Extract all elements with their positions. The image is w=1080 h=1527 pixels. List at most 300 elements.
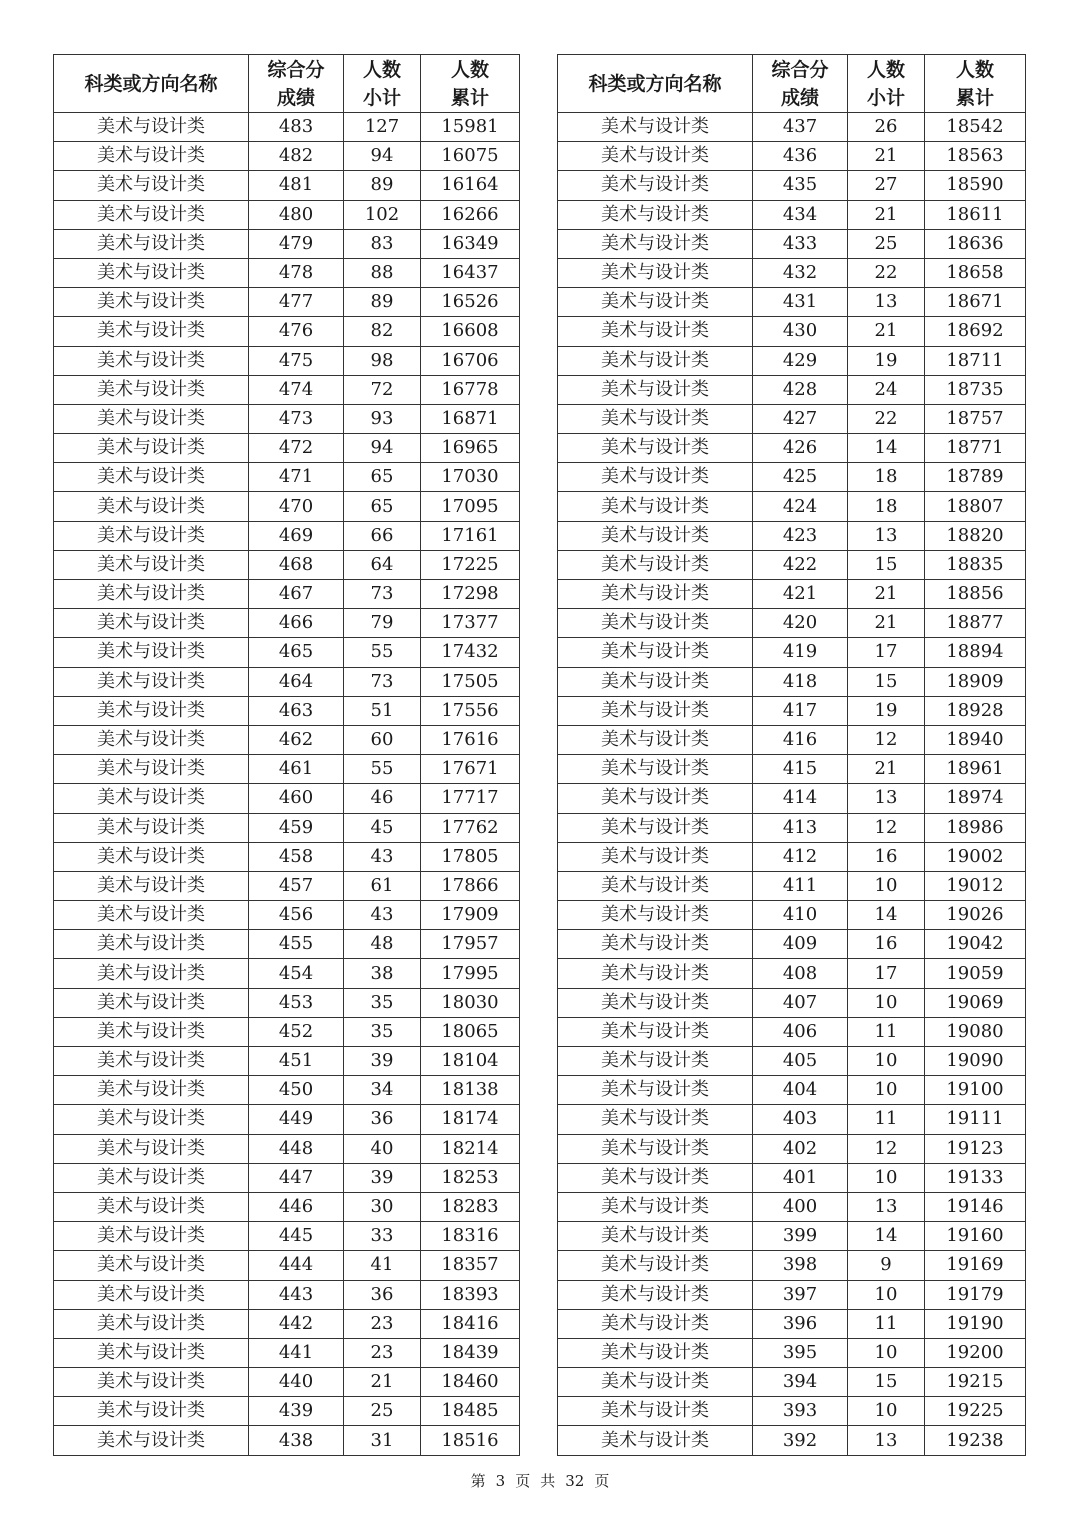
- cell-cumulative: 18590: [925, 171, 1026, 200]
- cell-count: 21: [848, 317, 925, 346]
- cell-count: 23: [344, 1338, 421, 1367]
- cell-score: 437: [753, 113, 848, 142]
- score-table-left: [53, 54, 520, 1456]
- cell-cumulative: 16871: [421, 404, 520, 433]
- cell-score: 423: [753, 521, 848, 550]
- cell-category-name: 美术与设计类: [558, 492, 753, 521]
- table-row: [54, 1368, 520, 1397]
- cell-cumulative: 16706: [421, 346, 520, 375]
- cell-count: 15: [848, 550, 925, 579]
- cell-category-name: 美术与设计类: [558, 1192, 753, 1221]
- table-row: [558, 871, 1026, 900]
- cell-score: 419: [753, 638, 848, 667]
- table-row: [54, 229, 520, 258]
- cell-score: 457: [249, 871, 344, 900]
- cell-count: 21: [848, 580, 925, 609]
- cell-count: 127: [344, 113, 421, 142]
- cell-count: 46: [344, 784, 421, 813]
- cell-cumulative: 18771: [925, 434, 1026, 463]
- cell-category-name: 美术与设计类: [54, 1047, 249, 1076]
- cell-score: 421: [753, 580, 848, 609]
- cell-cumulative: 19026: [925, 901, 1026, 930]
- cell-cumulative: 17432: [421, 638, 520, 667]
- cell-cumulative: 17616: [421, 725, 520, 754]
- cell-count: 25: [344, 1397, 421, 1426]
- cell-category-name: 美术与设计类: [558, 288, 753, 317]
- cell-count: 21: [344, 1368, 421, 1397]
- footer-total-word: 共: [540, 1472, 556, 1490]
- cell-count: 31: [344, 1426, 421, 1455]
- cell-cumulative: 19069: [925, 988, 1026, 1017]
- cell-cumulative: 16526: [421, 288, 520, 317]
- cell-cumulative: 16164: [421, 171, 520, 200]
- cell-cumulative: 18636: [925, 229, 1026, 258]
- cell-category-name: 美术与设计类: [54, 725, 249, 754]
- cell-count: 73: [344, 580, 421, 609]
- table-row: [54, 142, 520, 171]
- cell-category-name: 美术与设计类: [54, 755, 249, 784]
- header-category-name: 科类或方向名称: [558, 55, 753, 113]
- table-row: [54, 375, 520, 404]
- cell-cumulative: 19002: [925, 842, 1026, 871]
- table-row: [54, 434, 520, 463]
- cell-score: 455: [249, 930, 344, 959]
- cell-score: 425: [753, 463, 848, 492]
- table-row: [54, 1017, 520, 1046]
- cell-category-name: 美术与设计类: [558, 113, 753, 142]
- cell-count: 27: [848, 171, 925, 200]
- cell-count: 55: [344, 755, 421, 784]
- cell-cumulative: 18214: [421, 1134, 520, 1163]
- cell-score: 420: [753, 609, 848, 638]
- cell-count: 23: [344, 1309, 421, 1338]
- cell-score: 441: [249, 1338, 344, 1367]
- table-row: [558, 1338, 1026, 1367]
- cell-cumulative: 19080: [925, 1017, 1026, 1046]
- cell-cumulative: 18283: [421, 1192, 520, 1221]
- cell-count: 14: [848, 1222, 925, 1251]
- header-score: 综合分 成绩: [249, 55, 344, 113]
- cell-count: 17: [848, 959, 925, 988]
- cell-category-name: 美术与设计类: [54, 813, 249, 842]
- table-row: [54, 404, 520, 433]
- cell-score: 469: [249, 521, 344, 550]
- table-row: [558, 755, 1026, 784]
- cell-count: 11: [848, 1309, 925, 1338]
- cell-cumulative: 18692: [925, 317, 1026, 346]
- cell-category-name: 美术与设计类: [54, 200, 249, 229]
- cell-count: 15: [848, 1368, 925, 1397]
- cell-score: 463: [249, 696, 344, 725]
- cell-category-name: 美术与设计类: [558, 813, 753, 842]
- cell-count: 93: [344, 404, 421, 433]
- cell-score: 429: [753, 346, 848, 375]
- table-row: [558, 1426, 1026, 1455]
- cell-score: 432: [753, 258, 848, 287]
- cell-score: 409: [753, 930, 848, 959]
- cell-count: 65: [344, 463, 421, 492]
- cell-category-name: 美术与设计类: [54, 463, 249, 492]
- table-row: [54, 1047, 520, 1076]
- cell-count: 21: [848, 200, 925, 229]
- table-row: [54, 1338, 520, 1367]
- cell-cumulative: 17095: [421, 492, 520, 521]
- cell-score: 411: [753, 871, 848, 900]
- cell-cumulative: 18104: [421, 1047, 520, 1076]
- cell-category-name: 美术与设计类: [558, 959, 753, 988]
- page-footer: [0, 1470, 1080, 1491]
- cell-score: 418: [753, 667, 848, 696]
- cell-cumulative: 19042: [925, 930, 1026, 959]
- cell-cumulative: 18485: [421, 1397, 520, 1426]
- cell-score: 449: [249, 1105, 344, 1134]
- cell-cumulative: 19133: [925, 1163, 1026, 1192]
- cell-score: 394: [753, 1368, 848, 1397]
- cell-category-name: 美术与设计类: [558, 871, 753, 900]
- cell-score: 399: [753, 1222, 848, 1251]
- cell-cumulative: 18894: [925, 638, 1026, 667]
- table-body-right: [558, 113, 1026, 1456]
- cell-count: 36: [344, 1105, 421, 1134]
- cell-category-name: 美术与设计类: [54, 1280, 249, 1309]
- table-row: [54, 317, 520, 346]
- cell-cumulative: 19160: [925, 1222, 1026, 1251]
- footer-total-pages: 32: [565, 1472, 585, 1490]
- footer-page-number: 3: [495, 1472, 506, 1490]
- cell-cumulative: 17505: [421, 667, 520, 696]
- cell-cumulative: 16075: [421, 142, 520, 171]
- cell-category-name: 美术与设计类: [558, 1309, 753, 1338]
- cell-count: 82: [344, 317, 421, 346]
- table-row: [54, 638, 520, 667]
- cell-score: 452: [249, 1017, 344, 1046]
- cell-count: 102: [344, 200, 421, 229]
- cell-count: 12: [848, 725, 925, 754]
- cell-score: 402: [753, 1134, 848, 1163]
- cell-count: 14: [848, 434, 925, 463]
- cell-cumulative: 16266: [421, 200, 520, 229]
- cell-cumulative: 17671: [421, 755, 520, 784]
- cell-count: 66: [344, 521, 421, 550]
- cell-category-name: 美术与设计类: [54, 171, 249, 200]
- cell-category-name: 美术与设计类: [558, 1426, 753, 1455]
- cell-cumulative: 18138: [421, 1076, 520, 1105]
- cell-count: 39: [344, 1047, 421, 1076]
- cell-count: 13: [848, 1192, 925, 1221]
- cell-category-name: 美术与设计类: [558, 1368, 753, 1397]
- cell-score: 410: [753, 901, 848, 930]
- cell-category-name: 美术与设计类: [558, 1280, 753, 1309]
- table-row: [558, 1134, 1026, 1163]
- cell-cumulative: 18253: [421, 1163, 520, 1192]
- table-row: [558, 580, 1026, 609]
- cell-cumulative: 17762: [421, 813, 520, 842]
- cell-category-name: 美术与设计类: [54, 1134, 249, 1163]
- cell-score: 395: [753, 1338, 848, 1367]
- cell-score: 417: [753, 696, 848, 725]
- cell-score: 406: [753, 1017, 848, 1046]
- table-row: [558, 784, 1026, 813]
- table-row: [54, 755, 520, 784]
- table-row: [558, 1251, 1026, 1280]
- table-row: [54, 667, 520, 696]
- cell-cumulative: 19059: [925, 959, 1026, 988]
- cell-count: 35: [344, 1017, 421, 1046]
- table-row: [54, 1426, 520, 1455]
- cell-cumulative: 16778: [421, 375, 520, 404]
- cell-cumulative: 18856: [925, 580, 1026, 609]
- cell-cumulative: 17556: [421, 696, 520, 725]
- cell-count: 83: [344, 229, 421, 258]
- cell-count: 10: [848, 871, 925, 900]
- cell-score: 446: [249, 1192, 344, 1221]
- cell-count: 13: [848, 521, 925, 550]
- cell-category-name: 美术与设计类: [54, 667, 249, 696]
- cell-cumulative: 18877: [925, 609, 1026, 638]
- cell-cumulative: 18065: [421, 1017, 520, 1046]
- cell-category-name: 美术与设计类: [558, 725, 753, 754]
- cell-count: 10: [848, 1397, 925, 1426]
- cell-score: 430: [753, 317, 848, 346]
- table-row: [558, 1397, 1026, 1426]
- table-row: [54, 1309, 520, 1338]
- cell-cumulative: 18460: [421, 1368, 520, 1397]
- cell-category-name: 美术与设计类: [54, 258, 249, 287]
- table-row: [54, 696, 520, 725]
- cell-category-name: 美术与设计类: [54, 288, 249, 317]
- cell-cumulative: 18820: [925, 521, 1026, 550]
- cell-category-name: 美术与设计类: [558, 404, 753, 433]
- table-row: [558, 1047, 1026, 1076]
- cell-count: 16: [848, 842, 925, 871]
- cell-count: 38: [344, 959, 421, 988]
- cell-cumulative: 17030: [421, 463, 520, 492]
- cell-cumulative: 18940: [925, 725, 1026, 754]
- cell-count: 21: [848, 142, 925, 171]
- cell-category-name: 美术与设计类: [54, 550, 249, 579]
- header-row: [54, 55, 520, 113]
- cell-count: 13: [848, 1426, 925, 1455]
- cell-score: 433: [753, 229, 848, 258]
- table-row: [558, 1280, 1026, 1309]
- cell-category-name: 美术与设计类: [558, 1222, 753, 1251]
- table-row: [54, 463, 520, 492]
- cell-cumulative: 17717: [421, 784, 520, 813]
- footer-prefix: 第: [470, 1472, 486, 1490]
- cell-category-name: 美术与设计类: [558, 346, 753, 375]
- cell-cumulative: 19090: [925, 1047, 1026, 1076]
- cell-category-name: 美术与设计类: [54, 1368, 249, 1397]
- cell-score: 475: [249, 346, 344, 375]
- cell-category-name: 美术与设计类: [558, 1163, 753, 1192]
- cell-count: 21: [848, 755, 925, 784]
- cell-score: 400: [753, 1192, 848, 1221]
- cell-cumulative: 16437: [421, 258, 520, 287]
- cell-category-name: 美术与设计类: [558, 1251, 753, 1280]
- cell-category-name: 美术与设计类: [558, 1047, 753, 1076]
- table-row: [54, 1251, 520, 1280]
- cell-category-name: 美术与设计类: [54, 959, 249, 988]
- cell-score: 445: [249, 1222, 344, 1251]
- cell-category-name: 美术与设计类: [54, 346, 249, 375]
- cell-score: 416: [753, 725, 848, 754]
- cell-score: 483: [249, 113, 344, 142]
- cell-category-name: 美术与设计类: [558, 1397, 753, 1426]
- cell-cumulative: 18416: [421, 1309, 520, 1338]
- cell-cumulative: 18789: [925, 463, 1026, 492]
- cell-score: 434: [753, 200, 848, 229]
- cell-score: 479: [249, 229, 344, 258]
- cell-score: 393: [753, 1397, 848, 1426]
- cell-count: 72: [344, 375, 421, 404]
- cell-category-name: 美术与设计类: [558, 609, 753, 638]
- table-row: [558, 667, 1026, 696]
- cell-count: 60: [344, 725, 421, 754]
- cell-count: 18: [848, 492, 925, 521]
- cell-category-name: 美术与设计类: [54, 1192, 249, 1221]
- cell-count: 45: [344, 813, 421, 842]
- cell-cumulative: 17377: [421, 609, 520, 638]
- cell-score: 464: [249, 667, 344, 696]
- header-score: 综合分 成绩: [753, 55, 848, 113]
- cell-category-name: 美术与设计类: [558, 930, 753, 959]
- cell-count: 21: [848, 609, 925, 638]
- cell-score: 468: [249, 550, 344, 579]
- cell-count: 88: [344, 258, 421, 287]
- cell-score: 444: [249, 1251, 344, 1280]
- table-row: [54, 113, 520, 142]
- cell-category-name: 美术与设计类: [558, 755, 753, 784]
- cell-score: 473: [249, 404, 344, 433]
- cell-cumulative: 18439: [421, 1338, 520, 1367]
- cell-count: 43: [344, 842, 421, 871]
- cell-cumulative: 19200: [925, 1338, 1026, 1367]
- cell-count: 89: [344, 288, 421, 317]
- cell-score: 477: [249, 288, 344, 317]
- cell-cumulative: 18986: [925, 813, 1026, 842]
- table-row: [54, 871, 520, 900]
- cell-score: 424: [753, 492, 848, 521]
- cell-count: 17: [848, 638, 925, 667]
- cell-count: 10: [848, 1163, 925, 1192]
- table-row: [54, 988, 520, 1017]
- cell-cumulative: 17805: [421, 842, 520, 871]
- table-row: [558, 959, 1026, 988]
- cell-count: 26: [848, 113, 925, 142]
- score-table-right: [557, 54, 1026, 1456]
- cell-category-name: 美术与设计类: [54, 375, 249, 404]
- cell-cumulative: 19225: [925, 1397, 1026, 1426]
- cell-cumulative: 19012: [925, 871, 1026, 900]
- cell-cumulative: 18835: [925, 550, 1026, 579]
- cell-category-name: 美术与设计类: [54, 580, 249, 609]
- cell-count: 98: [344, 346, 421, 375]
- cell-category-name: 美术与设计类: [54, 1105, 249, 1134]
- cell-count: 22: [848, 258, 925, 287]
- cell-score: 482: [249, 142, 344, 171]
- cell-count: 11: [848, 1105, 925, 1134]
- cell-score: 396: [753, 1309, 848, 1338]
- cell-score: 470: [249, 492, 344, 521]
- table-row: [558, 1222, 1026, 1251]
- cell-category-name: 美术与设计类: [558, 375, 753, 404]
- cell-category-name: 美术与设计类: [558, 580, 753, 609]
- cell-cumulative: 19111: [925, 1105, 1026, 1134]
- cell-score: 414: [753, 784, 848, 813]
- cell-score: 415: [753, 755, 848, 784]
- cell-score: 460: [249, 784, 344, 813]
- cell-score: 403: [753, 1105, 848, 1134]
- cell-cumulative: 17995: [421, 959, 520, 988]
- cell-count: 89: [344, 171, 421, 200]
- cell-score: 404: [753, 1076, 848, 1105]
- cell-category-name: 美术与设计类: [54, 609, 249, 638]
- footer-suffix: 页: [594, 1472, 610, 1490]
- table-row: [54, 725, 520, 754]
- table-row: [558, 1192, 1026, 1221]
- table-row: [54, 813, 520, 842]
- cell-cumulative: 18357: [421, 1251, 520, 1280]
- table-row: [558, 142, 1026, 171]
- cell-category-name: 美术与设计类: [54, 638, 249, 667]
- cell-category-name: 美术与设计类: [558, 667, 753, 696]
- cell-cumulative: 18516: [421, 1426, 520, 1455]
- cell-score: 426: [753, 434, 848, 463]
- cell-score: 447: [249, 1163, 344, 1192]
- cell-cumulative: 18735: [925, 375, 1026, 404]
- cell-count: 40: [344, 1134, 421, 1163]
- table-row: [558, 638, 1026, 667]
- cell-cumulative: 19179: [925, 1280, 1026, 1309]
- cell-score: 459: [249, 813, 344, 842]
- cell-category-name: 美术与设计类: [54, 1309, 249, 1338]
- table-row: [558, 930, 1026, 959]
- cell-score: 454: [249, 959, 344, 988]
- cell-score: 443: [249, 1280, 344, 1309]
- table-row: [558, 492, 1026, 521]
- cell-score: 431: [753, 288, 848, 317]
- cell-category-name: 美术与设计类: [558, 1017, 753, 1046]
- cell-count: 11: [848, 1017, 925, 1046]
- cell-cumulative: 19146: [925, 1192, 1026, 1221]
- table-row: [54, 609, 520, 638]
- cell-cumulative: 17225: [421, 550, 520, 579]
- cell-count: 41: [344, 1251, 421, 1280]
- cell-score: 440: [249, 1368, 344, 1397]
- cell-count: 39: [344, 1163, 421, 1192]
- cell-cumulative: 15981: [421, 113, 520, 142]
- header-cumulative: 人数 累计: [925, 55, 1026, 113]
- cell-category-name: 美术与设计类: [54, 317, 249, 346]
- table-row: [54, 1280, 520, 1309]
- cell-cumulative: 18807: [925, 492, 1026, 521]
- cell-score: 398: [753, 1251, 848, 1280]
- table-row: [558, 288, 1026, 317]
- cell-score: 471: [249, 463, 344, 492]
- cell-category-name: 美术与设计类: [54, 988, 249, 1017]
- cell-category-name: 美术与设计类: [54, 1251, 249, 1280]
- cell-category-name: 美术与设计类: [54, 784, 249, 813]
- cell-cumulative: 18316: [421, 1222, 520, 1251]
- table-row: [54, 200, 520, 229]
- cell-category-name: 美术与设计类: [558, 434, 753, 463]
- cell-count: 35: [344, 988, 421, 1017]
- cell-count: 94: [344, 142, 421, 171]
- cell-category-name: 美术与设计类: [54, 521, 249, 550]
- cell-score: 428: [753, 375, 848, 404]
- table-row: [558, 1076, 1026, 1105]
- cell-category-name: 美术与设计类: [54, 1076, 249, 1105]
